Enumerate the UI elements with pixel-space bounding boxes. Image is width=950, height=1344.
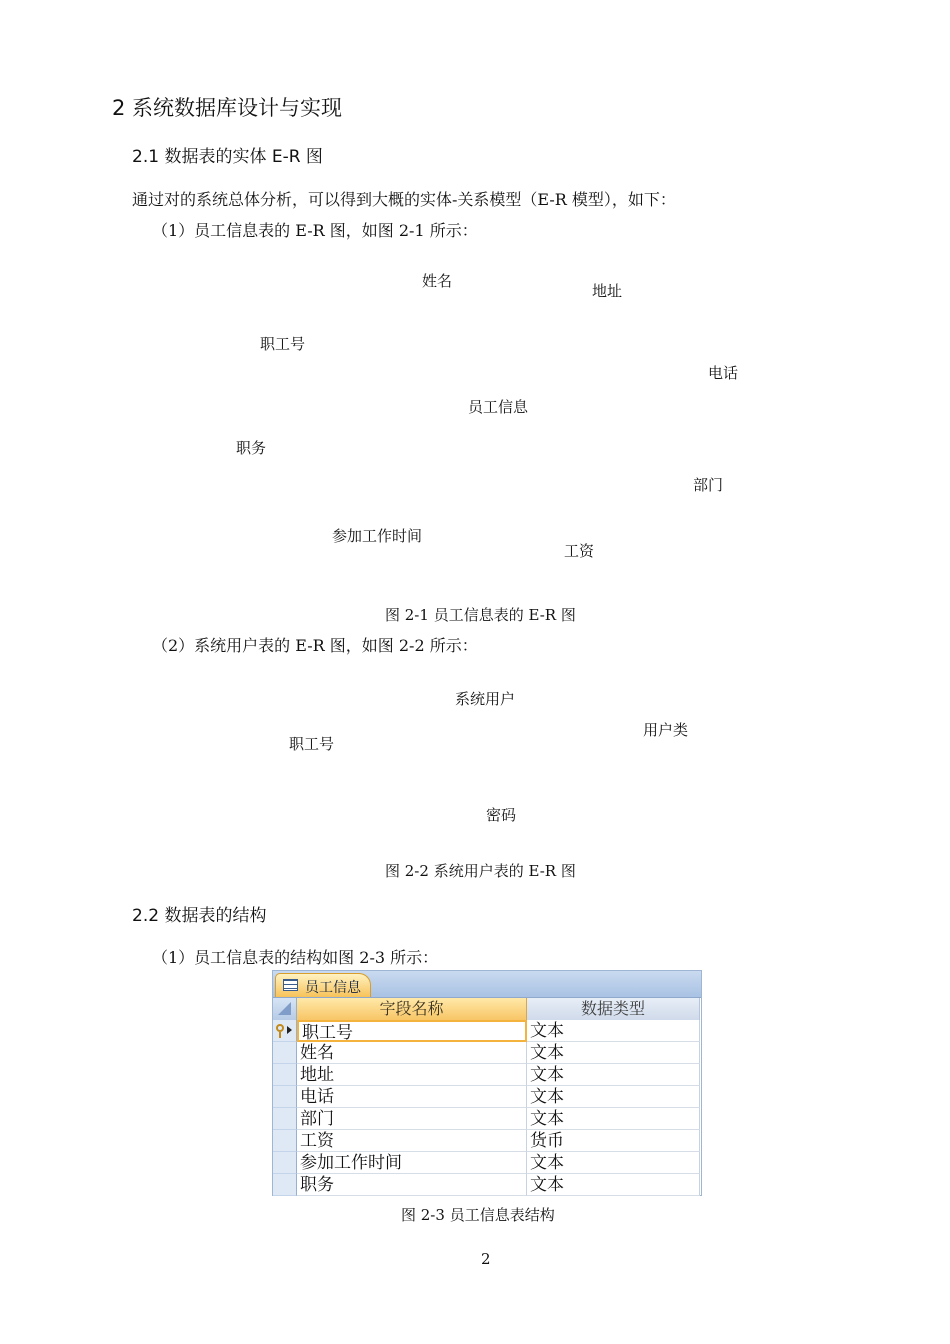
er1-entity: 员工信息 [468,398,529,416]
field-name-cell[interactable]: 职务 [297,1174,527,1196]
er1-attr-position: 职务 [236,439,267,457]
data-type-cell[interactable]: 货币 [527,1130,700,1152]
row-selector[interactable] [273,1130,297,1152]
er2-attr-user-type: 用户类 [643,721,689,739]
corner-triangle-icon [278,1002,291,1015]
subsection-heading-structure: 2.2 数据表的结构 [132,906,267,926]
table-row[interactable] [273,1020,701,1042]
er1-caption: 图 2-1 员工信息表的 E-R 图 [385,606,576,624]
field-name-cell[interactable]: 部门 [297,1108,527,1130]
field-name-cell[interactable]: 工资 [297,1130,527,1152]
er1-attr-start-date: 参加工作时间 [332,527,423,545]
row-selector[interactable] [273,1020,297,1042]
table-icon [283,979,298,991]
row-selector[interactable] [273,1042,297,1064]
column-header-data-type[interactable]: 数据类型 [527,998,700,1020]
er1-attr-phone: 电话 [708,364,739,382]
table-row[interactable] [273,1042,701,1064]
tab-bar [273,971,701,998]
row-selector[interactable] [273,1064,297,1086]
er2-attr-employee-id: 职工号 [289,735,335,753]
field-name-cell[interactable]: 参加工作时间 [297,1152,527,1174]
table-row[interactable] [273,1174,701,1196]
subsection-heading-er: 2.1 数据表的实体 E-R 图 [132,147,323,167]
tab-label: 员工信息 [305,980,361,996]
er2-attr-password: 密码 [486,806,517,824]
table-row[interactable] [273,1086,701,1108]
table-row[interactable] [273,1130,701,1152]
item3-text: （1）员工信息表的结构如图 2-3 所示： [152,948,439,967]
data-type-cell[interactable]: 文本 [527,1042,700,1064]
er1-attr-salary: 工资 [564,542,595,560]
table-caption: 图 2-3 员工信息表结构 [401,1206,555,1224]
data-type-cell[interactable]: 文本 [527,1064,700,1086]
table-row[interactable] [273,1064,701,1086]
er1-attr-address: 地址 [592,282,623,300]
table-row[interactable] [273,1152,701,1174]
data-type-cell[interactable]: 文本 [527,1174,700,1196]
intro-paragraph: 通过对的系统总体分析，可以得到大概的实体-关系模型（E-R 模型），如下： [132,190,676,209]
field-name-cell[interactable]: 电话 [297,1086,527,1108]
table-row[interactable] [273,1108,701,1130]
data-type-cell[interactable]: 文本 [527,1020,700,1042]
column-header-field-name[interactable]: 字段名称 [297,998,527,1020]
item2-text: （2）系统用户表的 E-R 图，如图 2-2 所示： [152,636,478,655]
field-name-cell[interactable]: 地址 [297,1064,527,1086]
current-row-arrow-icon [287,1026,292,1034]
er2-entity: 系统用户 [455,690,516,708]
select-all-corner[interactable] [273,998,297,1020]
tab-employee-info[interactable] [275,973,371,997]
page-number: 2 [481,1250,491,1268]
er2-caption: 图 2-2 系统用户表的 E-R 图 [385,862,576,880]
er1-attr-department: 部门 [693,476,724,494]
er1-attr-employee-id: 职工号 [260,335,306,353]
data-type-cell[interactable]: 文本 [527,1086,700,1108]
row-selector[interactable] [273,1174,297,1196]
section-heading: 2 系统数据库设计与实现 [112,96,343,120]
item1-text: （1）员工信息表的 E-R 图，如图 2-1 所示： [152,221,478,240]
er1-attr-name: 姓名 [422,272,453,290]
field-name-cell[interactable]: 职工号 [297,1020,527,1042]
primary-key-icon [276,1024,284,1032]
data-type-cell[interactable]: 文本 [527,1152,700,1174]
table-design-view [272,970,702,1196]
row-selector[interactable] [273,1108,297,1130]
row-selector[interactable] [273,1086,297,1108]
row-selector[interactable] [273,1152,297,1174]
data-type-cell[interactable]: 文本 [527,1108,700,1130]
field-name-cell[interactable]: 姓名 [297,1042,527,1064]
